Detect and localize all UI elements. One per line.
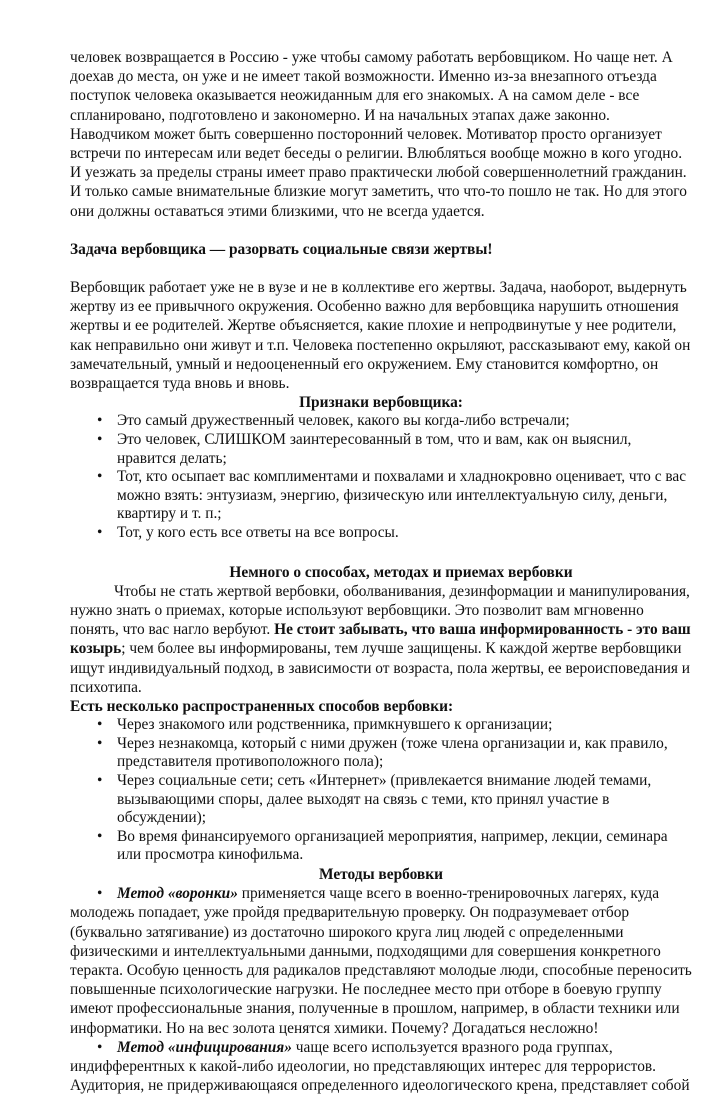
spacer [70, 259, 692, 278]
list-item-text: Через незнакомца, который с ними дружен (тоже члена организации и, как правило, представителя противоположного пола); [117, 734, 668, 771]
signs-list [70, 412, 692, 542]
spacer [70, 543, 692, 563]
list-item [97, 468, 692, 524]
list-item-text: Тот, у кого есть все ответы на все вопросы. [117, 524, 399, 542]
bullet-icon: • [97, 772, 103, 790]
list-item [97, 524, 692, 543]
list-item-text: Тот, кто осыпает вас комплиментами и похвалами и хладнокровно оценивает, что с вас можно взять: энтузиазм, энергию, физическую или интеллектуальную силу, деньги, квартиру и т. п.; [117, 468, 687, 523]
ways-list [70, 716, 692, 865]
bullet-icon: • [97, 1038, 103, 1056]
bullet-icon: • [97, 716, 103, 734]
ways-heading: Есть несколько распространенных способов вербовки: [70, 698, 454, 716]
signs-heading: Признаки вербовщика: [299, 394, 463, 412]
bullet-icon: • [97, 468, 103, 486]
spacer [70, 221, 692, 240]
paragraph-text: Чтобы не стать жертвой вербовки, оболванивания, дезинформации и манипулирования, нужно знать о приемах, которые используют вербовщики. Это позволит вам мгновенно понять, что вас нагло вербуют. [70, 582, 690, 639]
list-item [97, 431, 692, 468]
intro-paragraph: человек возвращается в Россию - уже чтобы самому работать вербовщиком. Но чаще нет. А доехав до места, он уже и не имеет такой возможности. Именно из-за внезапного отъезда поступок человека оказывается неожиданным для его знакомых. А на самом деле - все спланировано, подготовлено и закономерно. И на начальных этапах даже законно. Наводчиком может быть совершенно посторонний человек. Мотиватор просто организует встречи по интересам или ведет беседы о религии. Влюбляться вообще можно в кого угодно. И уезжать за пределы страны имеет право практически любой совершеннолетний гражданин. И только самые внимательные близкие могут заметить, что что-то пошло не так. Но для этого они должны оставаться этими близкими, что не всегда удается. [70, 49, 687, 220]
list-item [97, 772, 692, 828]
method-funnel-paragraph [70, 884, 692, 1038]
list-item [97, 827, 692, 865]
methods-overview-heading: Немного о способах, методах и приемах вербовки [229, 563, 573, 581]
list-item-text: Это человек, СЛИШКОМ заинтересованный в том, что и вам, как он выяснил, нравится делать; [117, 431, 632, 467]
methods-overview-paragraph [70, 582, 692, 697]
method-text: чаще всего используется вразного рода группах, индифферентных к какой-либо идеологии, но представляющих интерес для террористов. Аудитория, не придерживающаяся определенного идеологического крена, представляет собой [70, 1038, 690, 1095]
method-name: Метод «воронки» [117, 885, 238, 903]
list-item-text: Это самый дружественный человек, какого вы когда-либо встречали; [117, 412, 570, 430]
emphasis-text: Не стоит забывать, что ваша информированность - это ваш козырь [70, 621, 691, 658]
method-text: применяется чаще всего в военно-тренировочных лагерях, куда молодежь попадает, уже пройдя предварительную проверку. Он подразумевает отбор (буквально затягивание) из достаточно широкого круга лиц людей с определенными физическими и интеллектуальными данными, подходящими для совершения конкретного теракта. Особую ценность для радикалов представляют молодые люди, способные переносить повышенные психологические нагрузки. Не последнее место при отборе в боевую группу имеют профессиональные знания, полученные в прошлом, например, в области техники или информатики. Но на вес золота ценятся химики. Почему? Догадаться несложно! [70, 885, 692, 1037]
document-page [70, 48, 692, 1095]
bullet-icon: • [97, 885, 103, 903]
method-infection-paragraph [70, 1038, 692, 1095]
paragraph-text: ; чем более вы информированы, тем лучше защищены. К каждой жертве вербовщики ищут индивидуальный подход, в зависимости от возраста, пола жертвы, ее вероисповедания и психотипа. [70, 640, 690, 696]
list-item-text: Во время финансируемого организацией мероприятия, например, лекции, семинара или просмотра кинофильма. [117, 827, 668, 864]
section-heading-recruiter-task: Задача вербовщика — разорвать социальные связи жертвы! [70, 240, 493, 258]
bullet-icon: • [97, 827, 103, 845]
bullet-icon: • [97, 734, 103, 752]
list-item-text: Через знакомого или родственника, примкнувшего к организации; [117, 716, 553, 734]
method-name: Метод «инфицирования» [117, 1038, 292, 1056]
recruiter-task-paragraph: Вербовщик работает уже не в вузе и не в коллективе его жертвы. Задача, наоборот, выдернуть жертву из ее привычного окружения. Особенно важно для вербовщика нарушить отношения жертвы и ее родителей. Жертве объясняется, какие плохие и непродвинутые у нее родители, как неправильно они живут и т.п. Человека постепенно окрыляют, рассказывают ему, какой он замечательный, умный и недооцененный его окружением. Ему становится комфортно, он возвращается туда вновь и вновь. [70, 279, 691, 393]
bullet-icon: • [97, 431, 103, 449]
list-item [97, 412, 692, 431]
list-item [97, 716, 692, 735]
bullet-icon: • [97, 524, 103, 542]
bullet-icon: • [97, 412, 103, 430]
list-item [97, 734, 692, 772]
list-item-text: Через социальные сети; сеть «Интернет» (привлекается внимание людей темами, вызывающими споры, далее выходят на связь с теми, кто принял участие в обсуждении); [117, 772, 652, 827]
recruitment-methods-heading: Методы вербовки [319, 865, 443, 883]
